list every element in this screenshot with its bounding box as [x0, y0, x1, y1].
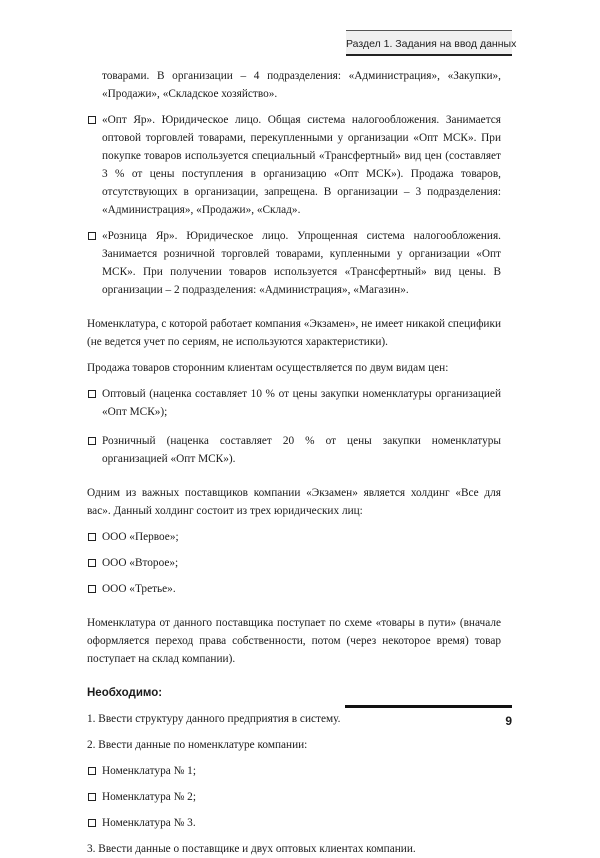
- page-content: [87, 67, 501, 858]
- checkbox-bullet-icon: [88, 793, 96, 801]
- nomenclature-text: Номенклатура № 3.: [102, 817, 196, 829]
- supplier-intro: Одним из важных поставщиков компании «Экзамен» является холдинг «Все для вас». Данный холдинг состоит из трех юридических лиц:: [87, 487, 501, 517]
- task-heading: Необходимо:: [87, 687, 163, 699]
- org-item-roznica-yar: [87, 227, 501, 299]
- checkbox-bullet-icon: [88, 232, 96, 240]
- continued-line-2: «Продажи», «Складское хозяйство».: [102, 88, 278, 100]
- task-3: 3. Ввести данные о поставщике и двух оптовых клиентах компании.: [87, 843, 416, 855]
- company-text: ООО «Первое»;: [102, 531, 179, 543]
- sales-intro: Продажа товаров сторонним клиентам осуществляется по двум видам цен:: [87, 362, 449, 374]
- task-2: 2. Ввести данные по номенклатуре компании:: [87, 739, 308, 751]
- company-item: [87, 580, 501, 598]
- price-text: Оптовый (наценка составляет 10 % от цены закупки номенклатуры организацией «Опт МСК»);: [102, 388, 501, 418]
- checkbox-bullet-icon: [88, 767, 96, 775]
- checkbox-bullet-icon: [88, 437, 96, 445]
- nomenclature-item: [87, 814, 501, 832]
- company-text: ООО «Третье».: [102, 583, 176, 595]
- company-item: [87, 554, 501, 572]
- scheme-note: Номенклатура от данного поставщика поступает по схеме «товары в пути» (вначале оформляется переход права собственности, потом (через некоторое время) товар поступает на склад компании).: [87, 617, 501, 665]
- footer-rule: [345, 705, 512, 708]
- checkbox-bullet-icon: [88, 533, 96, 541]
- org-text: «Розница Яр». Юридическое лицо. Упрощенная система налогообложения. Занимается розничной торговлей товарами, купленными у организации «Опт МСК». При получении товаров используется «Трансфертный» вид цены. В организации – 2 подразделения: «Администрация», «Магазин».: [102, 230, 501, 296]
- price-item-retail: [87, 432, 501, 468]
- company-text: ООО «Второе»;: [102, 557, 179, 569]
- page-number: 9: [505, 714, 512, 728]
- checkbox-bullet-icon: [88, 390, 96, 398]
- checkbox-bullet-icon: [88, 819, 96, 827]
- price-item-wholesale: [87, 385, 501, 421]
- org-text: «Опт Яр». Юридическое лицо. Общая система налогообложения. Занимается оптовой торговлей товарами, перекупленными у организации «Опт МСК». При покупке товаров используется специальный «Трансфертный» вид цен (составляет 3 % от цены поступления в организацию «Опт МСК»). Продажа товаров, отсутствующих в организации, запрещена. В организации – 3 подразделения: «Администрация», «Продажи», «Склад».: [102, 114, 501, 216]
- checkbox-bullet-icon: [88, 585, 96, 593]
- task-1: 1. Ввести структуру данного предприятия в систему.: [87, 713, 341, 725]
- continued-line-1: товарами. В организации – 4 подразделения: «Администрация», «Закупки»,: [102, 70, 501, 82]
- nomenclature-text: Номенклатура № 2;: [102, 791, 196, 803]
- checkbox-bullet-icon: [88, 559, 96, 567]
- running-header: Раздел 1. Задания на ввод данных: [346, 30, 512, 56]
- nomenclature-text: Номенклатура № 1;: [102, 765, 196, 777]
- checkbox-bullet-icon: [88, 116, 96, 124]
- price-text: Розничный (наценка составляет 20 % от цены закупки номенклатуры организацией «Опт МСК»).: [102, 435, 501, 465]
- nomenclature-note: Номенклатура, с которой работает компания «Экзамен», не имеет никакой специфики (не ведется учет по сериям, не используются характеристики).: [87, 318, 501, 348]
- nomenclature-item: [87, 788, 501, 806]
- org-item-opt-yar: [87, 111, 501, 219]
- company-item: [87, 528, 501, 546]
- nomenclature-item: [87, 762, 501, 780]
